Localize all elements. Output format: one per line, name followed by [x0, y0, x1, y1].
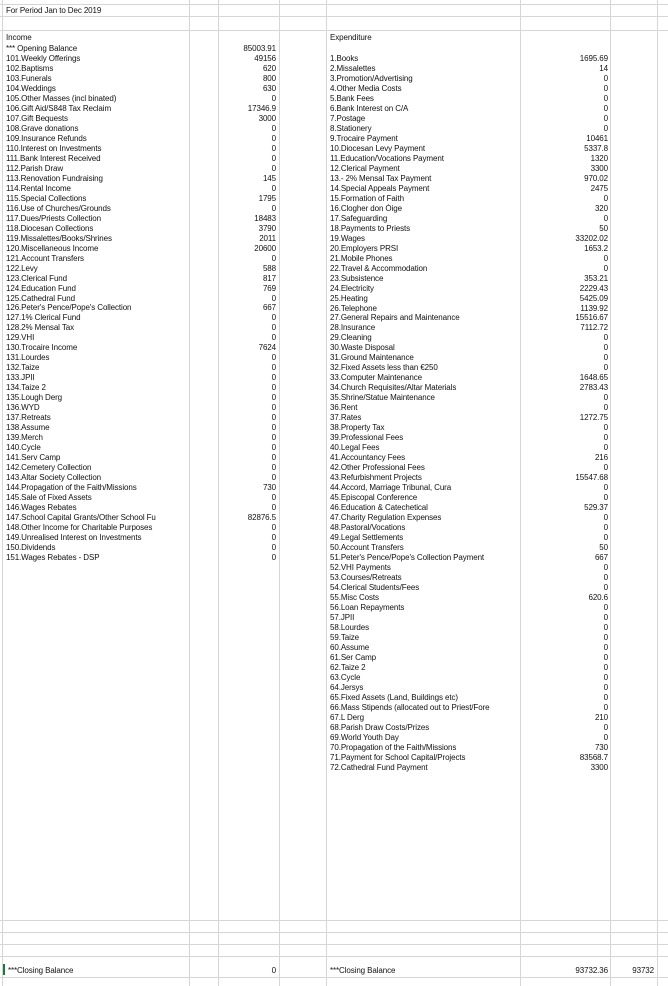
expenditure-row-label: 38.Property Tax: [330, 423, 385, 433]
expenditure-row-value: 667: [594, 553, 608, 562]
expenditure-row-label: 6.Bank Interest on C/A: [330, 103, 409, 113]
expenditure-row-value: 33202.02: [575, 233, 608, 243]
expenditure-row-label: 37.Rates: [330, 413, 362, 423]
expenditure-row-label: 3.Promotion/Advertising: [330, 73, 413, 83]
income-row-label: 124.Education Fund: [6, 283, 76, 293]
expenditure-row-label: 51.Peter's Pence/Pope's Collection Payment: [330, 553, 485, 562]
income-row-label: 121.Account Transfers: [6, 253, 84, 263]
expenditure-row-value: 0: [603, 113, 608, 123]
expenditure-row-value: 1320: [590, 153, 608, 163]
income-row-value: 730: [262, 483, 276, 493]
grid-line: [520, 0, 521, 986]
expenditure-row-label: 2.Missalettes: [330, 63, 376, 73]
income-row-label: 150.Dividends: [6, 543, 56, 552]
expenditure-row-value: 0: [603, 682, 608, 692]
expenditure-row-label: 62.Taize 2: [330, 662, 366, 672]
expenditure-row-value: 0: [603, 433, 608, 443]
expenditure-row-label: 5.Bank Fees: [330, 93, 374, 103]
expenditure-row-value: 5337.8: [584, 143, 608, 153]
grid-line: [0, 956, 668, 957]
grid-line: [2, 0, 3, 986]
grid-line: [189, 0, 190, 986]
income-row-value: 0: [271, 313, 276, 323]
income-row-value: 0: [271, 203, 276, 213]
expenditure-row-label: 15.Formation of Faith: [330, 193, 404, 203]
income-row-value: 0: [271, 293, 276, 303]
expenditure-row-value: 3300: [590, 163, 608, 173]
income-row-label: 139.Merch: [6, 433, 43, 443]
expenditure-row-value: 50: [599, 223, 608, 233]
income-row-value: 0: [271, 503, 276, 513]
income-row-value: 0: [271, 493, 276, 503]
expenditure-row-value: 0: [603, 493, 608, 503]
expenditure-row-label: 28.Insurance: [330, 323, 376, 333]
expenditure-row-value: 0: [603, 732, 608, 742]
income-row-value: 7624: [258, 343, 276, 353]
report-title: For Period Jan to Dec 2019: [6, 6, 102, 15]
expenditure-row-value: 15516.67: [575, 313, 608, 323]
income-row-label: 120.Miscellaneous Income: [6, 243, 99, 253]
income-row-label: 118.Diocesan Collections: [6, 223, 94, 233]
income-row-value: 0: [271, 423, 276, 433]
expenditure-row-label: 35.Shrine/Statue Maintenance: [330, 393, 435, 403]
income-row-value: 3000: [258, 113, 276, 123]
expenditure-row-value: 0: [603, 582, 608, 592]
expenditure-row-label: 14.Special Appeals Payment: [330, 183, 430, 193]
income-row-label: 138.Assume: [6, 423, 50, 433]
expenditure-row-value: 0: [603, 562, 608, 572]
expenditure-row-value: 0: [603, 263, 608, 273]
expenditure-row-value: 7112.72: [580, 323, 608, 333]
expenditure-row-label: 47.Charity Regulation Expenses: [330, 513, 442, 523]
expenditure-row-label: 66.Mass Stipends (allocated out to Priest/Fore: [330, 702, 490, 712]
expenditure-row-label: 13.- 2% Mensal Tax Payment: [330, 173, 432, 183]
expenditure-row-value: 1648.65: [579, 373, 608, 383]
expenditure-row-label: 1.Books: [330, 54, 359, 63]
income-row-value: 0: [271, 143, 276, 153]
expenditure-row-label: 67.L Derg: [330, 712, 364, 722]
expenditure-row-value: 0: [603, 213, 608, 223]
expenditure-row-value: 0: [603, 523, 608, 533]
income-row-label: 149.Unrealised Interest on Investments: [6, 533, 142, 543]
income-row-label: 136.WYD: [6, 403, 40, 413]
expenditure-row-label: 39.Professional Fees: [330, 433, 404, 443]
expenditure-row-label: 44.Accord, Marriage Tribunal, Cura: [330, 483, 452, 493]
expenditure-row-label: 34.Church Requisites/Altar Materials: [330, 383, 457, 393]
expenditure-row-label: 30.Waste Disposal: [330, 343, 395, 353]
expenditure-row-label: 68.Parish Draw Costs/Prizes: [330, 722, 430, 732]
expenditure-row-label: 20.Employers PRSI: [330, 243, 399, 253]
income-row-value: 85003.91: [243, 44, 276, 53]
expenditure-row-label: 65.Fixed Assets (Land, Buildings etc): [330, 692, 458, 702]
expenditure-closing-label: ***Closing Balance: [330, 966, 396, 975]
income-row-value: 620: [262, 63, 276, 73]
income-row-value: 0: [271, 383, 276, 393]
income-row-value: 667: [262, 303, 276, 313]
expenditure-row-value: 15547.68: [575, 473, 608, 483]
expenditure-row-value: 216: [594, 453, 608, 463]
income-row-label: 145.Sale of Fixed Assets: [6, 493, 92, 503]
income-row-label: 137.Retreats: [6, 413, 51, 423]
income-row-label: 147.School Capital Grants/Other School Fu: [6, 513, 156, 523]
income-row-label: 141.Serv Camp: [6, 453, 61, 463]
expenditure-row-label: 43.Refurbishment Projects: [330, 473, 422, 483]
income-row-value: 0: [271, 163, 276, 173]
income-row-label: 126.Peter's Pence/Pope's Collection: [6, 303, 132, 313]
income-row-value: 0: [271, 333, 276, 343]
income-row-value: 0: [271, 373, 276, 383]
expenditure-row-label: 11.Education/Vocations Payment: [330, 153, 444, 163]
expenditure-row-value: 0: [603, 533, 608, 543]
expenditure-row-value: 0: [603, 632, 608, 642]
income-row-value: 817: [262, 273, 276, 283]
expenditure-row-label: 72.Cathedral Fund Payment: [330, 762, 428, 772]
income-row-value: 1795: [258, 193, 276, 203]
income-row-value: 82876.5: [247, 513, 276, 523]
income-row-label: 133.JPII: [6, 373, 35, 383]
income-row-value: 0: [271, 363, 276, 373]
grid-line: [0, 30, 668, 31]
income-row-label: 107.Gift Bequests: [6, 113, 68, 123]
income-row-label: 127.1% Clerical Fund: [6, 313, 81, 323]
expenditure-row-value: 620.6: [588, 592, 608, 602]
expenditure-row-value: 0: [603, 463, 608, 473]
income-row-label: 123.Clerical Fund: [6, 273, 67, 283]
income-row-label: 125.Cathedral Fund: [6, 293, 75, 303]
income-row-label: 115.Special Collections: [6, 193, 87, 203]
income-header: Income: [6, 33, 32, 42]
income-row-label: 113.Renovation Fundraising: [6, 173, 103, 183]
expenditure-row-value: 0: [603, 662, 608, 672]
expenditure-row-value: 0: [603, 93, 608, 103]
expenditure-row-label: 24.Electricity: [330, 283, 374, 293]
expenditure-row-value: 529.37: [584, 503, 608, 513]
income-row-label: 111.Bank Interest Received: [6, 153, 101, 163]
income-row-label: 117.Dues/Priests Collection: [6, 213, 101, 223]
expenditure-row-value: 0: [603, 363, 608, 373]
expenditure-row-value: 50: [599, 543, 608, 553]
expenditure-row-value: 0: [603, 73, 608, 83]
expenditure-row-value: 970.02: [584, 173, 608, 183]
expenditure-row-value: 10461: [586, 133, 608, 143]
expenditure-row-value: 2229.43: [579, 283, 608, 293]
expenditure-row-label: 61.Ser Camp: [330, 652, 377, 662]
expenditure-row-label: 36.Rent: [330, 403, 358, 413]
expenditure-row-label: 58.Lourdes: [330, 622, 370, 632]
expenditure-row-value: 0: [603, 642, 608, 652]
income-row-label: 148.Other Income for Charitable Purposes: [6, 523, 153, 533]
expenditure-row-value: 730: [594, 742, 608, 752]
grid-line: [0, 932, 668, 933]
income-row-value: 145: [262, 173, 276, 183]
income-row-value: 0: [271, 463, 276, 473]
income-row-label: 105.Other Masses (incl binated): [6, 93, 117, 103]
income-row-value: 18483: [254, 213, 276, 223]
expenditure-row-label: 25.Heating: [330, 293, 368, 303]
income-row-label: 104.Weddings: [6, 83, 56, 93]
expenditure-row-label: 18.Payments to Priests: [330, 223, 411, 233]
income-row-label: 116.Use of Churches/Grounds: [6, 203, 111, 213]
expenditure-row-label: 48.Pastoral/Vocations: [330, 523, 406, 533]
expenditure-row-label: 33.Computer Maintenance: [330, 373, 422, 383]
grid-line: [0, 977, 668, 978]
income-row-value: 0: [271, 453, 276, 463]
expenditure-row-label: 54.Clerical Students/Fees: [330, 582, 420, 592]
income-row-value: 0: [271, 253, 276, 263]
expenditure-row-value: 0: [603, 572, 608, 582]
expenditure-row-label: 23.Subsistence: [330, 273, 384, 283]
expenditure-row-label: 55.Misc Costs: [330, 592, 379, 602]
income-row-label: 108.Grave donations: [6, 123, 79, 133]
expenditure-row-label: 57.JPII: [330, 612, 355, 622]
income-row-label: 101.Weekly Offerings: [6, 53, 81, 63]
expenditure-row-value: 0: [603, 83, 608, 93]
income-row-value: 630: [262, 83, 276, 93]
expenditure-row-value: 0: [603, 333, 608, 343]
income-row-label: 130.Trocaire Income: [6, 343, 78, 353]
expenditure-row-label: 56.Loan Repayments: [330, 602, 405, 612]
expenditure-row-value: 0: [603, 702, 608, 712]
expenditure-row-value: 5425.09: [579, 293, 608, 303]
income-row-label: 112.Parish Draw: [6, 163, 64, 173]
expenditure-row-label: 71.Payment for School Capital/Projects: [330, 752, 466, 762]
expenditure-row-value: 0: [603, 123, 608, 133]
expenditure-row-label: 22.Travel & Accommodation: [330, 263, 428, 273]
income-row-value: 0: [271, 533, 276, 543]
income-row-value: 0: [271, 183, 276, 193]
expenditure-row-value: 0: [603, 612, 608, 622]
expenditure-row-value: 0: [603, 253, 608, 263]
grid-line: [0, 944, 668, 945]
income-row-value: 0: [271, 403, 276, 413]
income-row-value: 769: [262, 283, 276, 293]
income-row-value: 0: [271, 413, 276, 423]
expenditure-row-label: 52.VHI Payments: [330, 562, 391, 572]
expenditure-row-label: 46.Education & Catechetical: [330, 503, 428, 513]
income-row-label: 122.Levy: [6, 263, 38, 273]
expenditure-row-label: 31.Ground Maintenance: [330, 353, 414, 363]
expenditure-row-label: 4.Other Media Costs: [330, 83, 402, 93]
expenditure-row-label: 21.Mobile Phones: [330, 253, 393, 263]
expenditure-row-label: 64.Jersys: [330, 682, 364, 692]
expenditure-row-value: 320: [594, 203, 608, 213]
expenditure-row-label: 59.Taize: [330, 632, 359, 642]
expenditure-row-value: 0: [603, 652, 608, 662]
income-row-label: 134.Taize 2: [6, 383, 46, 393]
expenditure-row-value: 0: [603, 513, 608, 523]
expenditure-row-label: 8.Stationery: [330, 123, 372, 133]
grid-line: [0, 16, 668, 17]
grid-line: [0, 920, 668, 921]
expenditure-header: Expenditure: [330, 33, 372, 42]
expenditure-row-value: 0: [603, 393, 608, 403]
closing-extra-value: 93732: [632, 966, 654, 975]
expenditure-row-label: 40.Legal Fees: [330, 443, 380, 453]
expenditure-row-label: 7.Postage: [330, 113, 366, 123]
income-row-value: 0: [271, 133, 276, 143]
income-row-value: 49156: [254, 53, 276, 63]
income-row-value: 0: [271, 523, 276, 533]
income-closing-label: ***Closing Balance: [8, 966, 74, 975]
income-row-label: 129.VHI: [6, 333, 35, 343]
grid-line: [218, 0, 219, 986]
income-row-value: 0: [271, 353, 276, 363]
expenditure-row-value: 210: [594, 712, 608, 722]
expenditure-row-value: 0: [603, 692, 608, 702]
income-row-value: 3790: [258, 223, 276, 233]
income-row-label: 131.Lourdes: [6, 353, 50, 363]
expenditure-row-value: 1695.69: [579, 54, 608, 63]
income-row-value: 0: [271, 473, 276, 483]
income-row-value: 0: [271, 153, 276, 163]
income-row-label: 144.Propagation of the Faith/Missions: [6, 483, 137, 493]
income-closing-value: 0: [271, 966, 276, 975]
expenditure-row-value: 0: [603, 343, 608, 353]
expenditure-row-value: 2475: [590, 183, 608, 193]
expenditure-row-label: 41.Accountancy Fees: [330, 453, 406, 463]
income-row-label: 106.Gift Aid/S848 Tax Reclaim: [6, 103, 112, 113]
income-row-value: 20600: [254, 243, 276, 253]
expenditure-row-value: 0: [603, 403, 608, 413]
expenditure-row-label: 42.Other Professional Fees: [330, 463, 425, 473]
expenditure-row-value: 0: [603, 602, 608, 612]
expenditure-row-value: 2783.43: [579, 383, 608, 393]
income-row-value: 0: [271, 93, 276, 103]
income-row-label: 102.Baptisms: [6, 63, 54, 73]
income-row-value: 0: [271, 323, 276, 333]
grid-line: [657, 0, 658, 986]
income-row-label: 142.Cemetery Collection: [6, 463, 92, 473]
income-row-value: 588: [262, 263, 276, 273]
expenditure-row-label: 17.Safeguarding: [330, 213, 388, 223]
income-row-value: 800: [262, 73, 276, 83]
income-row-label: 135.Lough Derg: [6, 393, 62, 403]
income-row-label: 146.Wages Rebates: [6, 503, 77, 513]
income-row-value: 2011: [259, 233, 276, 243]
expenditure-row-value: 353.21: [584, 273, 608, 283]
income-row-value: 0: [271, 393, 276, 403]
expenditure-row-value: 0: [603, 443, 608, 453]
income-row-label: 114.Rental Income: [6, 183, 71, 193]
expenditure-row-value: 0: [603, 622, 608, 632]
expenditure-row-value: 0: [603, 193, 608, 203]
expenditure-row-value: 0: [603, 103, 608, 113]
expenditure-row-value: 3300: [590, 762, 608, 772]
expenditure-row-value: 1653.2: [584, 243, 608, 253]
grid-line: [0, 4, 668, 5]
expenditure-row-value: 0: [603, 672, 608, 682]
income-row-label: 103.Funerals: [6, 73, 52, 83]
expenditure-row-label: 27.General Repairs and Maintenance: [330, 313, 460, 323]
expenditure-row-label: 26.Telephone: [330, 303, 377, 313]
expenditure-row-label: 29.Cleaning: [330, 333, 372, 343]
expenditure-row-label: 9.Trocaire Payment: [330, 133, 398, 143]
income-row-label: 143.Altar Society Collection: [6, 473, 102, 483]
income-row-label: 119.Missalettes/Books/Shrines: [6, 233, 112, 243]
grid-line: [279, 0, 280, 986]
expenditure-row-value: 83568.7: [579, 752, 608, 762]
income-row-label: 110.Interest on Investments: [6, 143, 102, 153]
expenditure-row-label: 32.Fixed Assets less than €250: [330, 363, 438, 373]
expenditure-row-label: 60.Assume: [330, 642, 370, 652]
expenditure-row-label: 49.Legal Settlements: [330, 533, 404, 543]
expenditure-row-label: 53.Courses/Retreats: [330, 572, 402, 582]
income-row-value: 0: [271, 552, 276, 562]
expenditure-row-label: 63.Cycle: [330, 672, 361, 682]
income-row-value: 0: [271, 443, 276, 453]
expenditure-row-value: 0: [603, 353, 608, 363]
income-row-label: 140.Cycle: [6, 443, 41, 453]
income-row-value: 0: [271, 433, 276, 443]
income-row-label: *** Opening Balance: [6, 44, 78, 53]
active-cell-indicator: [3, 964, 5, 975]
expenditure-row-label: 19.Wages: [330, 233, 365, 243]
expenditure-row-value: 1272.75: [579, 413, 608, 423]
grid-line: [326, 0, 327, 986]
expenditure-row-value: 0: [603, 483, 608, 493]
expenditure-row-label: 50.Account Transfers: [330, 543, 404, 553]
expenditure-row-value: 0: [603, 423, 608, 433]
income-row-value: 0: [271, 543, 276, 552]
expenditure-row-value: 14: [599, 63, 608, 73]
grid-line: [610, 0, 611, 986]
income-row-value: 17346.9: [247, 103, 276, 113]
expenditure-row-label: 70.Propagation of the Faith/Missions: [330, 742, 457, 752]
expenditure-row-label: 10.Diocesan Levy Payment: [330, 143, 425, 153]
expenditure-row-value: 0: [603, 722, 608, 732]
expenditure-closing-value: 93732.36: [575, 966, 608, 975]
income-row-label: 151.Wages Rebates - DSP: [6, 552, 100, 562]
income-row-label: 132.Taize: [6, 363, 40, 373]
expenditure-row-label: 69.World Youth Day: [330, 732, 399, 742]
expenditure-row-label: 16.Clogher don Óige: [330, 203, 402, 213]
income-row-value: 0: [271, 123, 276, 133]
expenditure-row-label: 45.Episcopal Conference: [330, 493, 418, 503]
expenditure-row-label: 12.Clerical Payment: [330, 163, 400, 173]
expenditure-row-value: 1139.92: [580, 303, 608, 313]
income-row-label: 109.Insurance Refunds: [6, 133, 87, 143]
income-row-label: 128.2% Mensal Tax: [6, 323, 74, 333]
